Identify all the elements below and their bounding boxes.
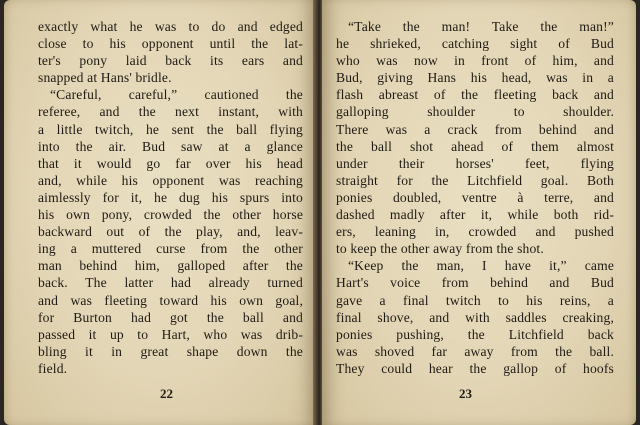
left-page-text — [38, 18, 303, 377]
text-line: man behind him, galloped after the — [38, 258, 303, 274]
text-line: “Take the man! Take the man!” — [348, 19, 614, 34]
text-line: into the air. Bud saw at a glance — [38, 138, 303, 154]
text-line: he shrieked, catching sight of Bud — [336, 36, 614, 52]
text-line: that it would go far over his head — [38, 155, 303, 171]
text-line: under their horses' feet, flying — [336, 155, 614, 171]
text-line: ing a muttered curse from the other — [38, 241, 303, 257]
text-line: and was fleeting toward his own goal, — [38, 292, 303, 308]
text-line: Hart's voice from behind and Bud — [336, 275, 614, 291]
text-line: flash abreast of the fleeting back and — [336, 87, 614, 103]
text-line: galloping shoulder to shoulder. — [336, 104, 614, 120]
text-line: dashed madly after it, while both rid- — [336, 207, 614, 223]
text-line: passed it up to Hart, who was drib- — [38, 326, 303, 342]
text-line: Bud, giving Hans his head, was in a — [336, 70, 614, 86]
text-line: referee, and the next instant, with — [38, 104, 303, 120]
text-line: “Keep the man, I have it,” came — [348, 258, 614, 274]
text-line: ter's pony laid back its ears and — [38, 53, 303, 69]
text-line: ponies doubled, ventre à terre, and — [336, 189, 614, 205]
text-line: final shove, and with saddles creaking, — [336, 309, 614, 325]
text-line: They could hear the gallop of hoofs — [336, 360, 614, 376]
text-line: who was now in front of him, and — [336, 53, 614, 69]
text-line: field. — [38, 360, 68, 376]
right-page-text — [336, 18, 614, 377]
text-line: ers, leaning in, crowded and pushed — [336, 224, 614, 240]
text-line: There was a crack from behind and — [336, 121, 614, 137]
text-line: aimlessly for it, he dug his spurs into — [38, 189, 303, 205]
text-line: bling it in great shape down the — [38, 343, 303, 359]
text-line: the ball shot ahead of them almost — [336, 138, 614, 154]
right-page — [322, 0, 636, 425]
text-line: backward out of the play, and, leav- — [38, 224, 303, 240]
page-number: 23 — [459, 386, 472, 401]
text-line: to keep the other away from the shot. — [336, 241, 544, 257]
text-line: and, while his opponent was reaching — [38, 172, 303, 188]
text-line: straight for the Litchfield goal. Both — [336, 172, 614, 188]
left-page — [4, 0, 315, 425]
text-line: “Careful, careful,” cautioned the — [50, 87, 303, 103]
text-line: for Burton had got the ball and — [38, 309, 303, 325]
text-line: close to his opponent until the lat- — [38, 36, 303, 52]
text-line: was shoved far away from the ball. — [336, 343, 614, 359]
text-line: a little twitch, he sent the ball flying — [38, 121, 303, 137]
text-line: snapped at Hans' bridle. — [38, 70, 172, 86]
text-line: exactly what he was to do and edged — [38, 19, 303, 34]
text-line: gave a final twitch to his reins, a — [336, 292, 614, 308]
text-line: back. The latter had already turned — [38, 275, 303, 291]
page-number: 22 — [160, 386, 173, 401]
text-line: his own pony, crowded the other horse — [38, 207, 303, 223]
text-line: ponies pushing, the Litchfield back — [336, 326, 614, 342]
